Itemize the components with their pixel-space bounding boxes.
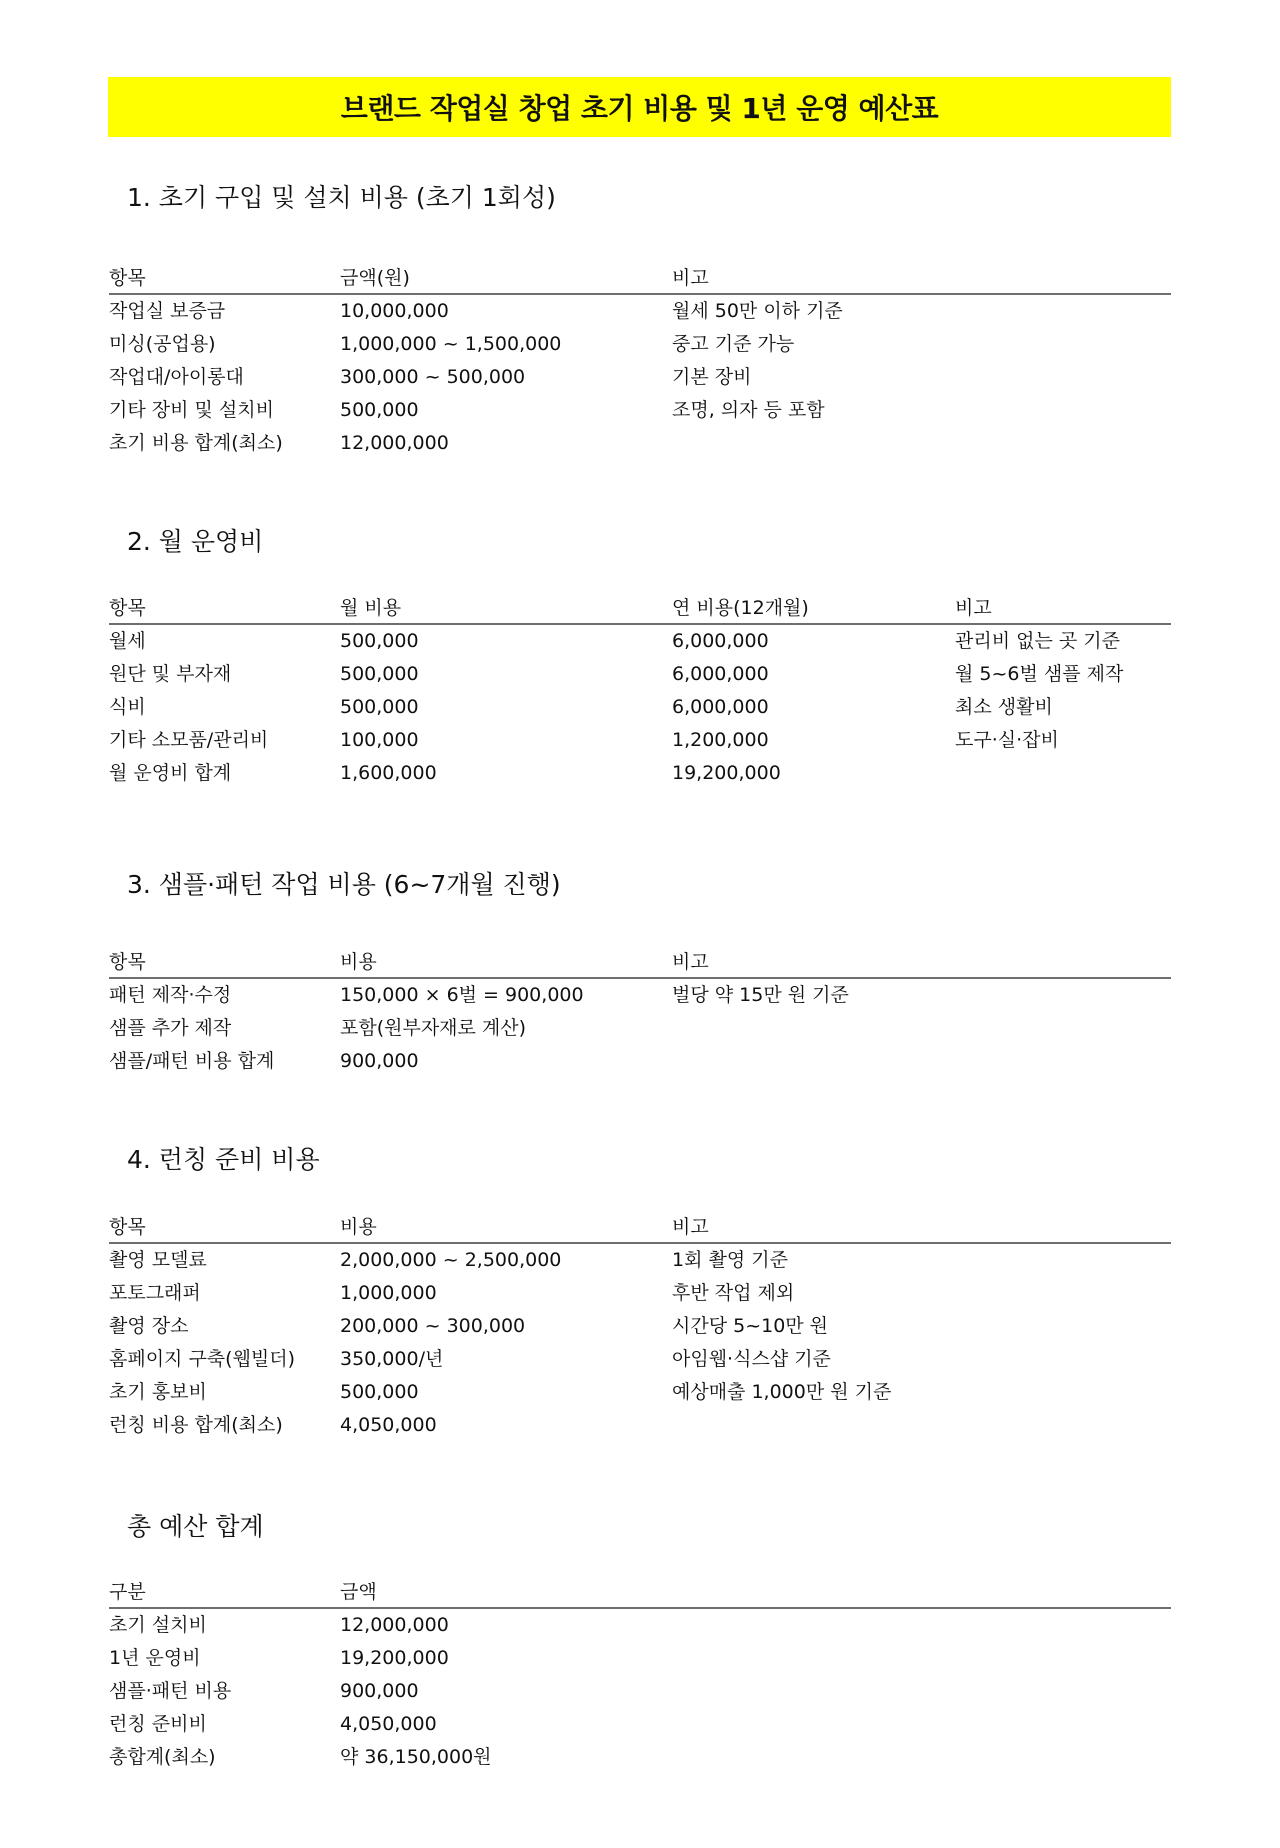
cost-cell: 4,050,000	[340, 1414, 437, 1436]
amount-cell: 약 36,150,000원	[340, 1746, 492, 1768]
monthly-cell: 1,600,000	[340, 762, 437, 784]
item-cell: 홈페이지 구축(웹빌더)	[109, 1348, 296, 1370]
total-budget-table	[109, 1577, 1171, 1774]
table-row	[109, 625, 1171, 658]
table-row	[109, 394, 1171, 427]
table-row	[109, 658, 1171, 691]
cost-cell: 150,000 × 6벌 = 900,000	[340, 984, 584, 1006]
column-header: 비고	[672, 951, 709, 973]
table-header	[109, 947, 1171, 979]
title-banner	[108, 77, 1171, 137]
item-cell: 촬영 모델료	[109, 1249, 207, 1271]
amount-cell: 300,000 ~ 500,000	[340, 366, 526, 388]
cost-cell: 200,000 ~ 300,000	[340, 1315, 526, 1337]
cost-cell: 500,000	[340, 1381, 419, 1403]
amount-cell: 1,000,000 ~ 1,500,000	[340, 333, 562, 355]
column-header: 비고	[955, 597, 992, 619]
note-cell: 예상매출 1,000만 원 기준	[672, 1381, 892, 1403]
category-cell: 런칭 준비비	[109, 1713, 207, 1735]
item-cell: 초기 홍보비	[109, 1381, 207, 1403]
item-cell: 기타 장비 및 설치비	[109, 399, 274, 421]
item-cell: 작업실 보증금	[109, 300, 226, 322]
table-row	[109, 1642, 1171, 1675]
note-cell: 월 5~6벌 샘플 제작	[955, 663, 1124, 685]
table-row	[109, 1708, 1171, 1741]
column-header: 항목	[109, 597, 146, 619]
monthly-cell: 500,000	[340, 663, 419, 685]
item-cell: 샘플/패턴 비용 합계	[109, 1050, 275, 1072]
table-row	[109, 328, 1171, 361]
note-cell: 도구·실·잡비	[955, 729, 1059, 751]
table-row	[109, 295, 1171, 328]
item-cell: 런칭 비용 합계(최소)	[109, 1414, 283, 1436]
table-row-total	[109, 427, 1171, 460]
note-cell: 후반 작업 제외	[672, 1282, 795, 1304]
column-header: 구분	[109, 1581, 146, 1603]
item-cell: 포토그래퍼	[109, 1282, 201, 1304]
yearly-cell: 1,200,000	[672, 729, 769, 751]
column-header: 금액	[340, 1581, 377, 1603]
table-row	[109, 1675, 1171, 1708]
section-title-total-budget: 총 예산 합계	[127, 1512, 264, 1541]
table-row	[109, 1012, 1171, 1045]
column-header: 연 비용(12개월)	[672, 597, 809, 619]
column-header: 월 비용	[340, 597, 402, 619]
amount-cell: 4,050,000	[340, 1713, 437, 1735]
sample-pattern-table	[109, 947, 1171, 1078]
note-cell: 벌당 약 15만 원 기준	[672, 984, 849, 1006]
amount-cell: 12,000,000	[340, 432, 449, 454]
item-cell: 월세	[109, 630, 146, 652]
column-header: 비용	[340, 951, 377, 973]
note-cell: 최소 생활비	[955, 696, 1053, 718]
table-header	[109, 1577, 1171, 1609]
category-cell: 샘플·패턴 비용	[109, 1680, 232, 1702]
initial-costs-table	[109, 263, 1171, 460]
monthly-cell: 500,000	[340, 630, 419, 652]
table-row	[109, 361, 1171, 394]
column-header: 비용	[340, 1216, 377, 1238]
cost-cell: 350,000/년	[340, 1348, 444, 1370]
cost-cell: 900,000	[340, 1050, 419, 1072]
category-cell: 1년 운영비	[109, 1647, 201, 1669]
column-header: 비고	[672, 1216, 709, 1238]
item-cell: 식비	[109, 696, 146, 718]
table-header	[109, 1212, 1171, 1244]
column-header: 항목	[109, 951, 146, 973]
note-cell: 1회 촬영 기준	[672, 1249, 788, 1271]
table-row	[109, 691, 1171, 724]
column-header: 금액(원)	[340, 267, 410, 289]
item-cell: 샘플 추가 제작	[109, 1017, 232, 1039]
note-cell: 기본 장비	[672, 366, 752, 388]
section-title-sample-pattern: 3. 샘플·패턴 작업 비용 (6~7개월 진행)	[127, 870, 561, 899]
cost-cell: 1,000,000	[340, 1282, 437, 1304]
table-row	[109, 1343, 1171, 1376]
item-cell: 미싱(공업용)	[109, 333, 216, 355]
column-header: 항목	[109, 267, 146, 289]
note-cell: 조명, 의자 등 포함	[672, 399, 825, 421]
table-row	[109, 724, 1171, 757]
section-title-monthly-costs: 2. 월 운영비	[127, 527, 264, 556]
category-cell: 총합계(최소)	[109, 1746, 216, 1768]
note-cell: 시간당 5~10만 원	[672, 1315, 829, 1337]
table-row	[109, 1277, 1171, 1310]
note-cell: 아임웹·식스샵 기준	[672, 1348, 831, 1370]
amount-cell: 900,000	[340, 1680, 419, 1702]
note-cell: 월세 50만 이하 기준	[672, 300, 843, 322]
item-cell: 초기 비용 합계(최소)	[109, 432, 283, 454]
note-cell: 관리비 없는 곳 기준	[955, 630, 1120, 652]
table-row-total	[109, 1045, 1171, 1078]
yearly-cell: 19,200,000	[672, 762, 781, 784]
table-row	[109, 1376, 1171, 1409]
amount-cell: 500,000	[340, 399, 419, 421]
yearly-cell: 6,000,000	[672, 663, 769, 685]
item-cell: 월 운영비 합계	[109, 762, 232, 784]
item-cell: 원단 및 부자재	[109, 663, 232, 685]
table-row-total	[109, 757, 1171, 790]
section-title-initial-costs: 1. 초기 구입 및 설치 비용 (초기 1회성)	[127, 183, 556, 212]
table-header	[109, 263, 1171, 295]
item-cell: 기타 소모품/관리비	[109, 729, 269, 751]
table-row	[109, 1310, 1171, 1343]
cost-cell: 2,000,000 ~ 2,500,000	[340, 1249, 562, 1271]
launch-costs-table	[109, 1212, 1171, 1442]
amount-cell: 10,000,000	[340, 300, 449, 322]
monthly-cell: 500,000	[340, 696, 419, 718]
section-title-launch-costs: 4. 런칭 준비 비용	[127, 1145, 320, 1174]
amount-cell: 19,200,000	[340, 1647, 449, 1669]
yearly-cell: 6,000,000	[672, 630, 769, 652]
column-header: 비고	[672, 267, 709, 289]
item-cell: 촬영 장소	[109, 1315, 189, 1337]
cost-cell: 포함(원부자재로 계산)	[340, 1017, 527, 1039]
item-cell: 작업대/아이롱대	[109, 366, 244, 388]
column-header: 항목	[109, 1216, 146, 1238]
table-row-total	[109, 1409, 1171, 1442]
page-title: 브랜드 작업실 창업 초기 비용 및 1년 운영 예산표	[340, 92, 939, 125]
table-row	[109, 979, 1171, 1012]
monthly-cell: 100,000	[340, 729, 419, 751]
item-cell: 패턴 제작·수정	[109, 984, 232, 1006]
table-row	[109, 1609, 1171, 1642]
monthly-costs-table	[109, 593, 1171, 790]
yearly-cell: 6,000,000	[672, 696, 769, 718]
category-cell: 초기 설치비	[109, 1614, 207, 1636]
table-row-total	[109, 1741, 1171, 1774]
note-cell: 중고 기준 가능	[672, 333, 795, 355]
table-row	[109, 1244, 1171, 1277]
amount-cell: 12,000,000	[340, 1614, 449, 1636]
table-header	[109, 593, 1171, 625]
